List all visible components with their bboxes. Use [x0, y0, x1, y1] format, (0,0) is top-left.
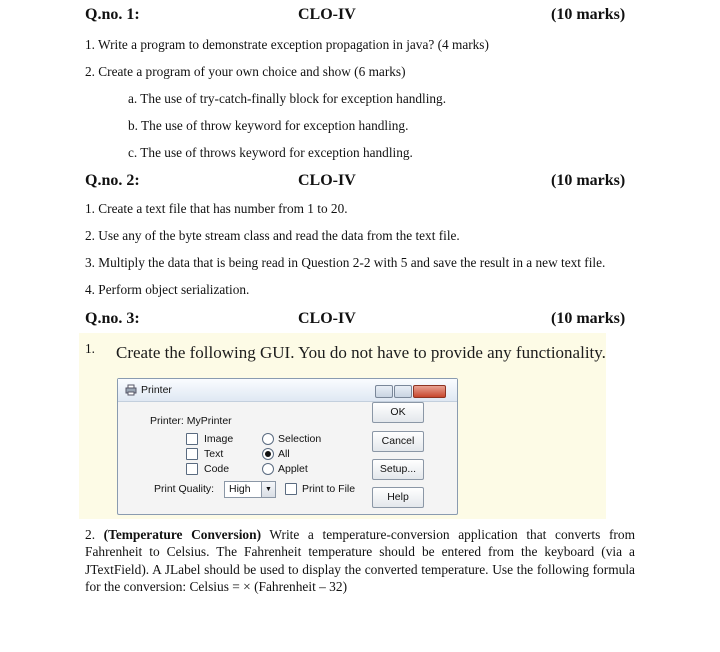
- text-checkbox[interactable]: [186, 448, 198, 460]
- q1-clo: CLO-IV: [298, 6, 356, 23]
- quality-select[interactable]: [224, 481, 276, 498]
- q1-item-2: 2. Create a program of your own choice and show (6 marks): [85, 64, 406, 79]
- selection-radio-label: Selection: [278, 433, 322, 445]
- q3-marks: (10 marks): [551, 310, 626, 327]
- printer-app-icon: [125, 384, 137, 399]
- q3-item-1-text: Create the following GUI. You do not have to provide any functionality.: [116, 343, 606, 362]
- q2-item-1: 1. Create a text file that has number from 1 to 20.: [85, 201, 348, 216]
- window-title: Printer: [141, 384, 172, 396]
- q1-label: Q.no. 1:: [85, 6, 140, 23]
- print-to-file-label: Print to File: [302, 483, 356, 495]
- q1-subitem-a: a. The use of try-catch-finally block for exception handling.: [128, 91, 447, 106]
- q1-subitem-b: b. The use of throw keyword for exception handling.: [128, 118, 409, 133]
- window-titlebar: [118, 379, 457, 402]
- q1-subitem-c: c. The use of throws keyword for exception handling.: [128, 145, 413, 160]
- printer-label: Printer: MyPrinter: [150, 415, 232, 427]
- minimize-icon[interactable]: [375, 385, 393, 398]
- quality-value: High: [229, 483, 251, 495]
- applet-radio[interactable]: [262, 463, 274, 475]
- text-checkbox-label: Text: [204, 448, 224, 460]
- ok-button[interactable]: OK: [372, 402, 424, 423]
- q1-item-1: 1. Write a program to demonstrate exception propagation in java? (4 marks): [85, 37, 489, 52]
- all-radio[interactable]: [262, 448, 274, 460]
- q2-clo: CLO-IV: [298, 172, 356, 189]
- image-checkbox[interactable]: [186, 433, 198, 445]
- print-quality-label: Print Quality:: [154, 483, 215, 495]
- q1-marks: (10 marks): [551, 6, 626, 23]
- q3-item-2-text: Write a temperature-conversion application that converts from Fahrenheit to Celsius. The Fahrenheit temperature should be entered from the keyboard (via a JTextField). A JLabel should be used to display the converted temperature. Use the following formula for the conversion: Celsius = × (Fahrenheit – 32): [85, 527, 635, 595]
- q2-label: Q.no. 2:: [85, 172, 140, 189]
- all-radio-label: All: [278, 448, 290, 460]
- q2-item-4: 4. Perform object serialization.: [85, 282, 250, 297]
- code-checkbox[interactable]: [186, 463, 198, 475]
- q3-clo: CLO-IV: [298, 310, 356, 327]
- applet-radio-label: Applet: [278, 463, 308, 475]
- cancel-button[interactable]: Cancel: [372, 431, 424, 452]
- code-checkbox-label: Code: [204, 463, 230, 475]
- q3-label: Q.no. 3:: [85, 310, 140, 327]
- help-button[interactable]: Help: [372, 487, 424, 508]
- image-checkbox-label: Image: [204, 433, 234, 445]
- close-icon[interactable]: [413, 385, 446, 398]
- printer-window: [117, 378, 458, 515]
- print-to-file-checkbox[interactable]: [285, 483, 297, 495]
- selection-radio[interactable]: [262, 433, 274, 445]
- q3-item-2-number: 2.: [85, 527, 96, 542]
- setup-button[interactable]: Setup...: [372, 459, 424, 480]
- q3-item-1-number: 1.: [85, 341, 95, 356]
- q2-item-3: 3. Multiply the data that is being read in Question 2-2 with 5 and save the result in a new text file.: [85, 255, 606, 270]
- q3-item-2-title: (Temperature Conversion): [103, 527, 262, 542]
- q2-item-2: 2. Use any of the byte stream class and read the data from the text file.: [85, 228, 460, 243]
- maximize-icon[interactable]: [394, 385, 412, 398]
- dropdown-arrow-icon[interactable]: ▼: [261, 482, 275, 497]
- q3-item-2: [85, 526, 635, 596]
- q2-marks: (10 marks): [551, 172, 626, 189]
